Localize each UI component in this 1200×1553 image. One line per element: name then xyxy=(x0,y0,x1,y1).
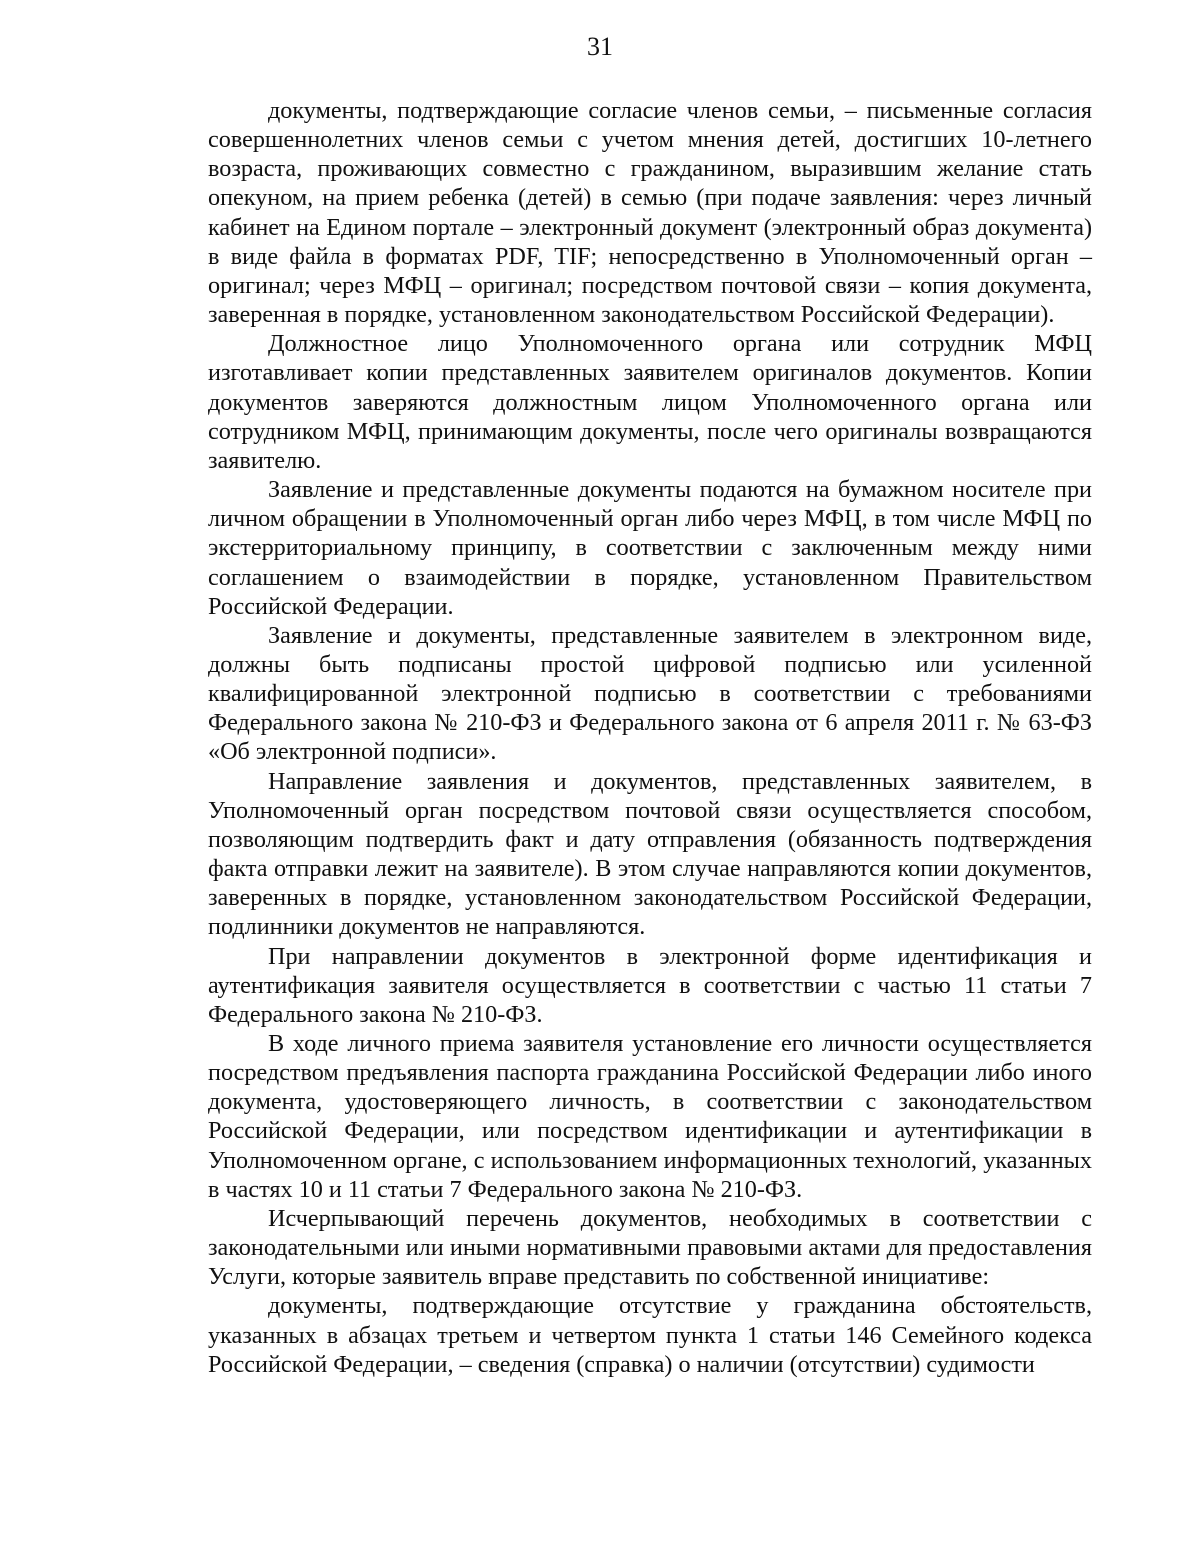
paragraph-electronic-identification: При направлении документов в электронной форме идентификация и аутентификация заявителя осуществляется в соответствии с частью 11 статьи 7 Федерального закона № 210-ФЗ. xyxy=(208,942,1092,1028)
paragraph-paper-submission: Заявление и представленные документы подаются на бумажном носителе при личном обращении в Уполномоченный орган либо через МФЦ, в том числе МФЦ по экстерриториальному принципу, в соответствии с заключенным между ними соглашением о взаимодействии в порядке, установленном Правительством Российской Федерации. xyxy=(208,476,1092,620)
paragraph-personal-reception: В ходе личного приема заявителя установление его личности осуществляется посредством предъявления паспорта гражданина Российской Федерации либо иного документа, удостоверяющего личность, в соответствии с законодательством Российской Федерации, или посредством идентификации и аутентификации в Уполномоченном органе, с использованием информационных технологий, указанных в частях 10 и 11 статьи 7 Федерального закона № 210-ФЗ. xyxy=(208,1030,1092,1203)
paragraph-postal-submission: Направление заявления и документов, представленных заявителем, в Уполномоченный орган посредством почтовой связи осуществляется способом, позволяющим подтвердить факт и дату отправления (обязанность подтверждения факта отправки лежит на заявителе). В этом случае направляются копии документов, заверенных в порядке, установленном законодательством Российской Федерации, подлинники документов не направляются. xyxy=(208,767,1092,941)
document-body xyxy=(208,96,1092,1379)
paragraph-optional-documents-list: Исчерпывающий перечень документов, необходимых в соответствии с законодательными или иными нормативными правовыми актами для предоставления Услуги, которые заявитель вправе представить по собственной инициативе: xyxy=(208,1204,1092,1291)
paragraph-criminal-record-documents: документы, подтверждающие отсутствие у гражданина обстоятельств, указанных в абзацах третьем и четвертом пункта 1 статьи 146 Семейного кодекса Российской Федерации, – сведения (справка) о наличии (отсутствии) судимости xyxy=(208,1292,1092,1378)
paragraph-document-copies: Должностное лицо Уполномоченного органа или сотрудник МФЦ изготавливает копии представленных заявителем оригиналов документов. Копии документов заверяются должностным лицом Уполномоченного органа или сотрудником МФЦ, принимающим документы, после чего оригиналы возвращаются заявителю. xyxy=(208,330,1092,474)
page-number: 31 xyxy=(587,32,613,61)
paragraph-family-consent: документы, подтверждающие согласие членов семьи, – письменные согласия совершеннолетних членов семьи с учетом мнения детей, достигших 10-летнего возраста, проживающих совместно с гражданином, выразившим желание стать опекуном, на прием ребенка (детей) в семью (при подаче заявления: через личный кабинет на Едином портале – электронный документ (электронный образ документа) в виде файла в форматах PDF, TIF; непосредственно в Уполномоченный орган – оригинал; через МФЦ – оригинал; посредством почтовой связи – копия документа, заверенная в порядке, установленном законодательством Российской Федерации). xyxy=(208,97,1092,329)
paragraph-electronic-signature: Заявление и документы, представленные заявителем в электронном виде, должны быть подписаны простой цифровой подписью или усиленной квалифицированной электронной подписью в соответствии с требованиями Федерального закона № 210-ФЗ и Федерального закона от 6 апреля 2011 г. № 63-ФЗ «Об электронной подписи». xyxy=(208,621,1092,766)
